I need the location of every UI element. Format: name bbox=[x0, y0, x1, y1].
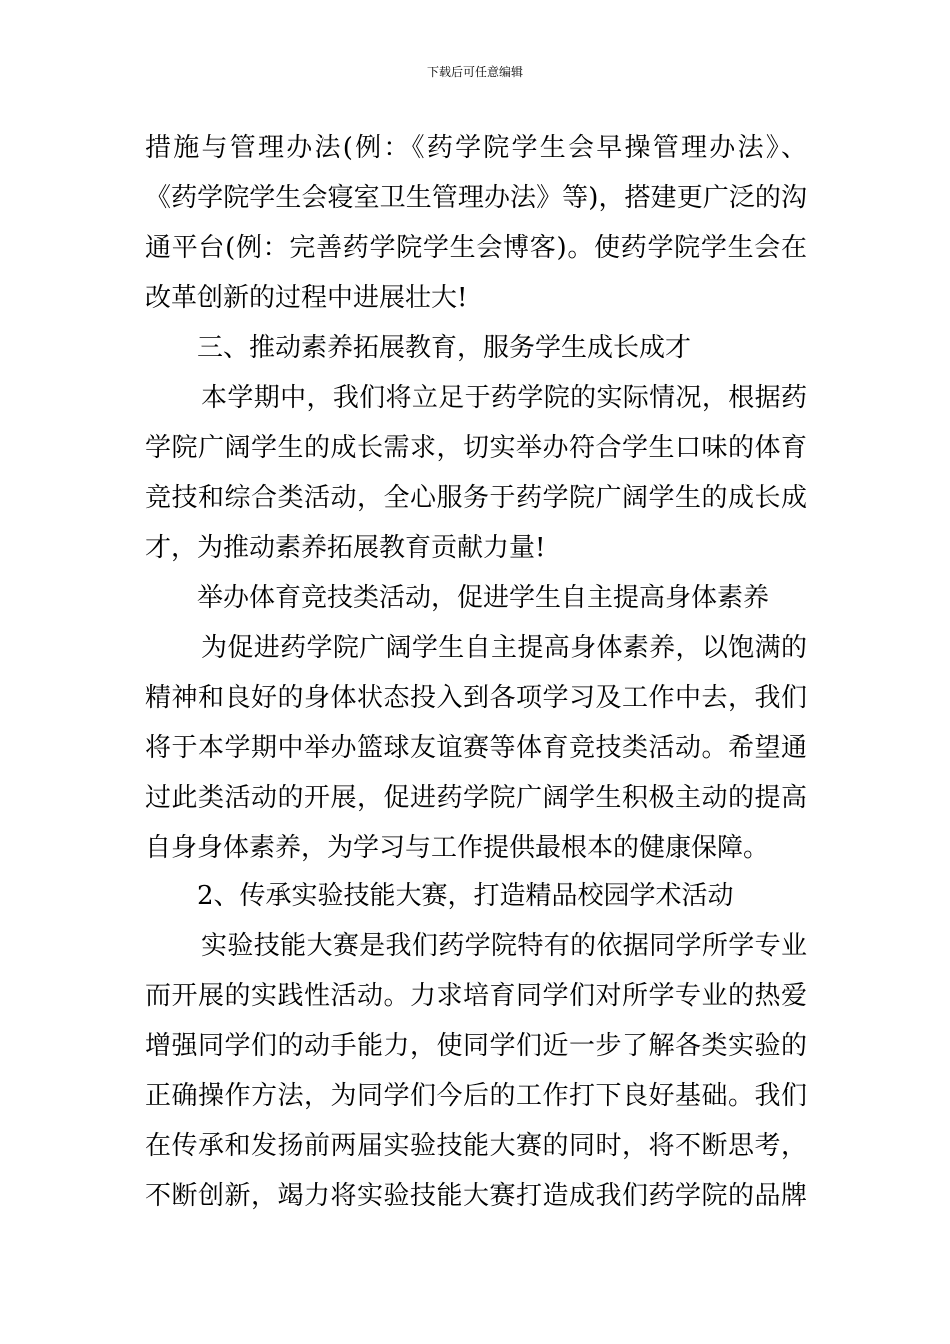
paragraph-line: 改革创新的过程中进展壮大! bbox=[145, 283, 468, 313]
section-heading: 三、推动素养拓展教育，服务学生成长成才 bbox=[197, 333, 692, 363]
paragraph-line: 增强同学们的动手能力，使同学们近一步了解各类实验的 bbox=[145, 1031, 807, 1061]
paragraph-line: 自身身体素养，为学习与工作提供最根本的健康保障。 bbox=[145, 833, 770, 863]
paragraph-line: 学院广阔学生的成长需求，切实举办符合学生口味的体育 bbox=[145, 433, 807, 463]
paragraph-line: 通平台(例：完善药学院学生会博客)。使药学院学生会在 bbox=[145, 233, 807, 263]
paragraph-line: 措施与管理办法(例：《药学院学生会早操管理办法》、 bbox=[145, 133, 807, 163]
paragraph-line: 精神和良好的身体状态投入到各项学习及工作中去，我们 bbox=[145, 683, 807, 713]
paragraph-line: 在传承和发扬前两届实验技能大赛的同时，将不断思考， bbox=[145, 1131, 807, 1161]
paragraph-line: 《药学院学生会寝室卫生管理办法》等)，搭建更广泛的沟 bbox=[145, 183, 807, 213]
paragraph-line: 将于本学期中举办篮球友谊赛等体育竞技类活动。希望通 bbox=[145, 733, 807, 763]
paragraph-line: 不断创新，竭力将实验技能大赛打造成我们药学院的品牌 bbox=[145, 1181, 807, 1211]
paragraph-line: 过此类活动的开展，促进药学院广阔学生积极主动的提高 bbox=[145, 783, 807, 813]
paragraph-line: 而开展的实践性活动。力求培育同学们对所学专业的热爱 bbox=[145, 981, 807, 1011]
subsection-heading: 2、传承实验技能大赛，打造精品校园学术活动 bbox=[197, 881, 734, 911]
subsection-heading: 举办体育竞技类活动，促进学生自主提高身体素养 bbox=[197, 583, 770, 613]
paragraph-line: 才，为推动素养拓展教育贡献力量! bbox=[145, 533, 546, 563]
paragraph-line: 实验技能大赛是我们药学院特有的依据同学所学专业 bbox=[201, 931, 807, 961]
page-header: 下载后可任意编辑 bbox=[426, 65, 523, 79]
paragraph-line: 竞技和综合类活动，全心服务于药学院广阔学生的成长成 bbox=[145, 483, 807, 513]
paragraph-line: 正确操作方法，为同学们今后的工作打下良好基础。我们 bbox=[145, 1081, 807, 1111]
paragraph-line: 为促进药学院广阔学生自主提高身体素养，以饱满的 bbox=[201, 633, 807, 663]
paragraph-line: 本学期中，我们将立足于药学院的实际情况，根据药 bbox=[201, 383, 807, 413]
